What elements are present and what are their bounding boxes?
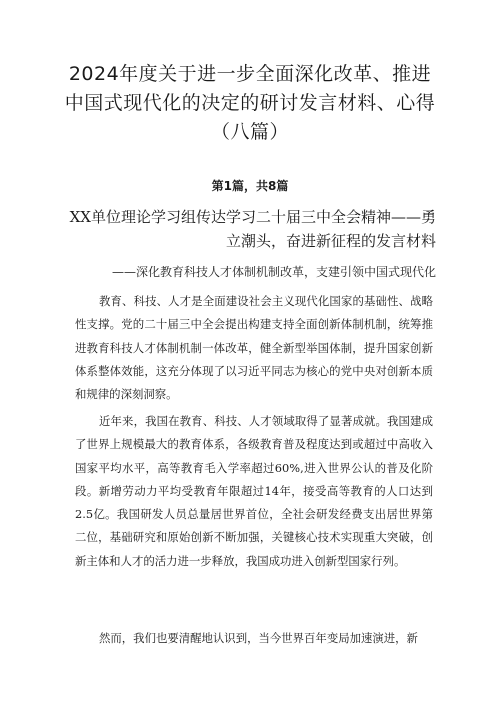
document-title: 2024年度关于进一步全面深化改革、推进中国式现代化的决定的研讨发言材料、心得（八篇） — [64, 63, 436, 143]
section-subtitle: ——深化教育科技人才体制机制改革，支建引领中国式现代化 — [111, 265, 436, 279]
part-label: 第1篇，共8篇 — [211, 179, 289, 193]
body-paragraph: 近年来，我国在教育、科技、人才领域取得了显著成就。我国建成了世界上规模最大的教育体系，各级教育普及程度达到或超过中高收入国家平均水平，高等教育毛入学率超过60%,进入世界公认的普及化阶段。新增劳动力平均受教育年限超过14年，接受高等教育的人口达到2.5亿。我国研发人员总量居世界首位，全社会研发经费支出居世界第二位，基础研究和原始创新不断加强，关键核心技术实现重大突破，创新主体和人才的活力进一步释放，我国成功进入创新型国家行列。 — [75, 414, 433, 568]
section-title: XX单位理论学习组传达学习二十届三中全会精神——勇立潮头，奋进新征程的发言材料 — [69, 208, 436, 250]
body-paragraph: 然而，我们也要清醒地认识到，当今世界百年变局加速演进，新 — [99, 631, 418, 645]
body-paragraph: 教育、科技、人才是全面建设社会主义现代化国家的基础性、战略性支撑。党的二十届三中全会提出构建支持全面创新体制机制，统筹推进教育科技人才体制机制一体改革，健全新型举国体制，提升国家创新体系整体效能，这充分体现了以习近平同志为核心的党中央对创新本质和规律的深刻洞察。 — [75, 294, 433, 402]
